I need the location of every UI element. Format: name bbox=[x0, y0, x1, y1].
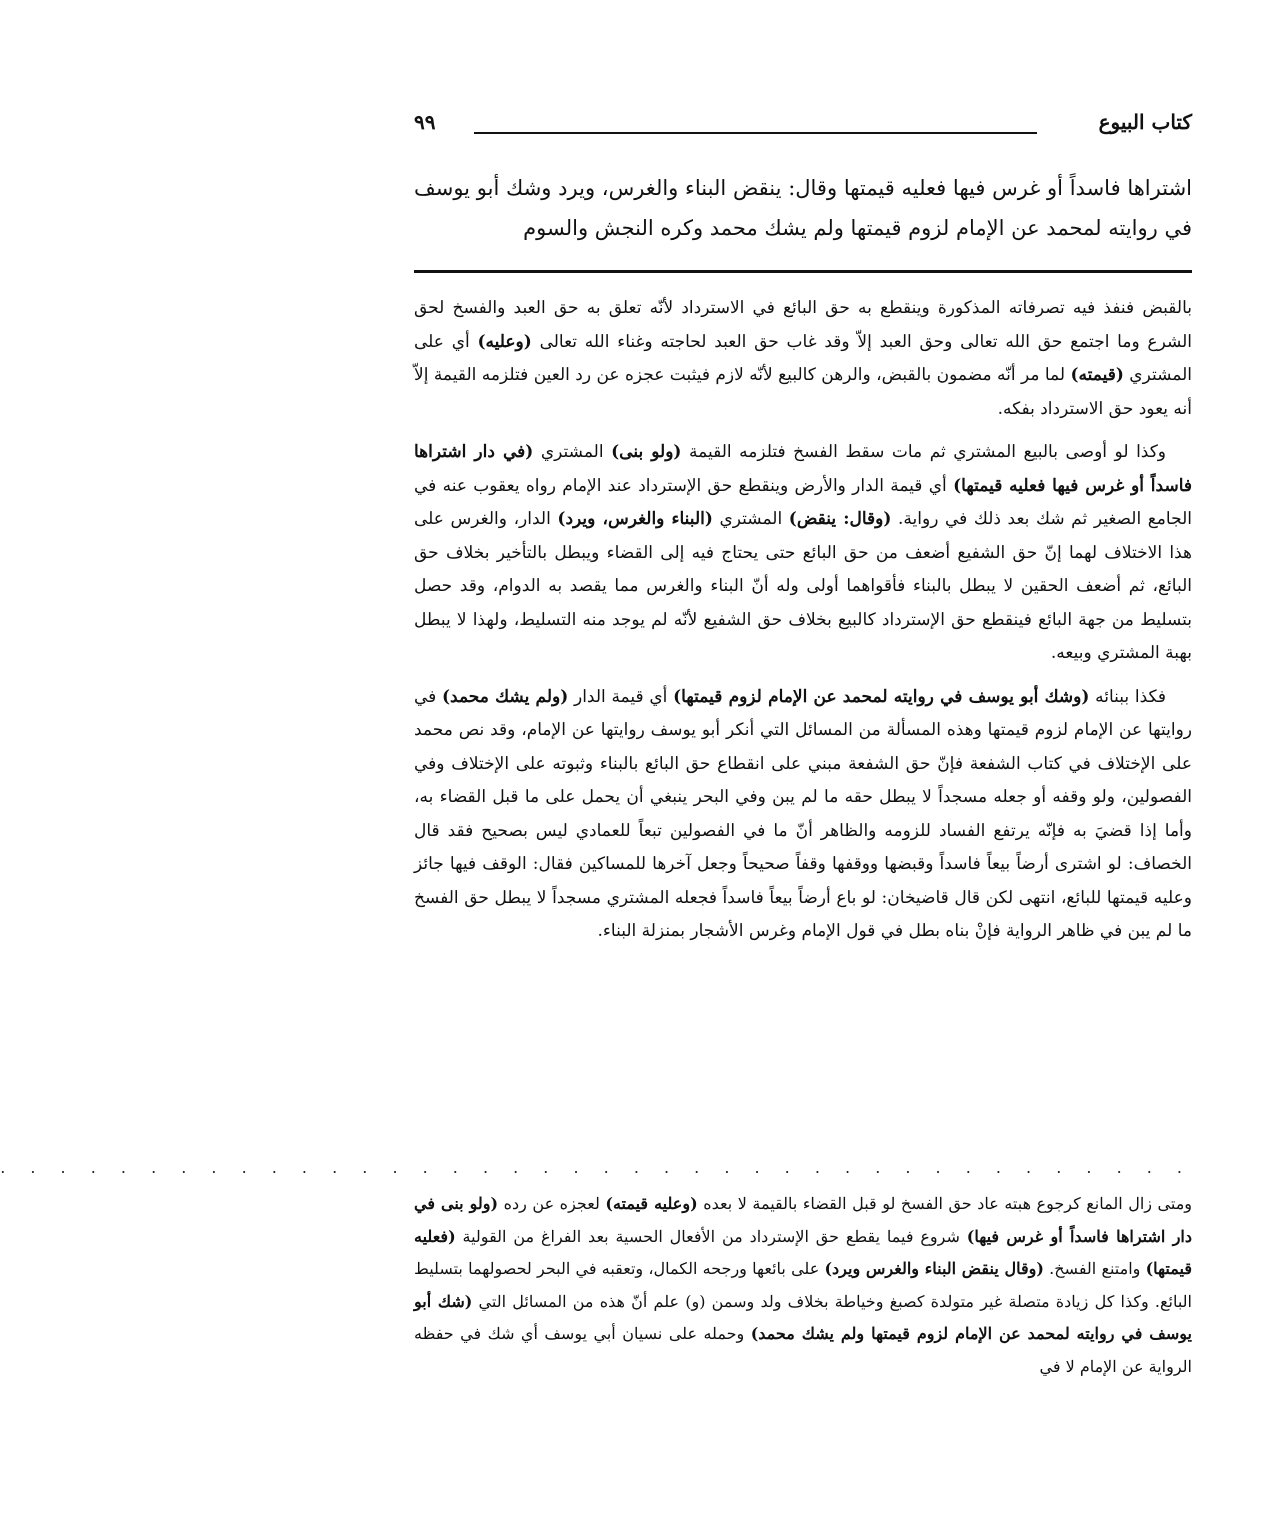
running-header bbox=[414, 110, 1192, 146]
commentary-paragraph: بالقبض فنفذ فيه تصرفاته المذكورة وينقطع به حق البائع في الاسترداد لأنّه تعلق به حق العبد والفسخ لحق الشرع وما اجتمع حق الله تعالى وحق العبد إلاّ وقد غاب حق العبد لحاجته وغناء الله تعالى (وعليه) أي على المشتري (قيمته) لما مر أنّه مضمون بالقبض، والرهن كالبيع لأنّه لازم فيثبت عجزه عن رد العين فتلزمه القيمة إلاّ أنه يعود حق الاسترداد بفكه. bbox=[414, 298, 1193, 419]
commentary-paragraph: وكذا لو أوصى بالبيع المشتري ثم مات سقط الفسخ فتلزمه القيمة (ولو بنى) المشتري (في دار اشتراها فاسداً أو غرس فيها فعليه قيمتها) أي قيمة الدار والأرض وينقطع حق الإسترداد عند الإمام رواه يعقوب عنه في الجامع الصغير ثم شك بعد ذلك في رواية. (وقال: ينقض) المشتري (البناء والغرس، ويرد) الدار، والغرس على هذا الاختلاف لهما إنّ حق الشفيع أضعف من حق البائع حتى يحتاج فيه إلى القضاء ويبطل بالتأخير بخلاف حق البائع، ثم أضعف الحقين لا يبطل بالبناء فأقواهما أولى وله أنّ البناء والغرس مما يقصد به الدوام، وقد حصل بتسليط من جهة البائع فينقطع حق الإسترداد كالبيع بخلاف حق الشفيع لأنّه لم يوجد منه التسليط، ولهذا لا يبطل بهبة المشتري وبيعه. bbox=[414, 442, 1192, 663]
main-text-divider bbox=[414, 270, 1192, 273]
commentary-paragraph: فكذا ببنائه (وشك أبو يوسف في روايته لمحمد عن الإمام لزوم قيمتها) أي قيمة الدار (ولم يشك محمد) في روايتها عن الإمام لزوم قيمتها وهذه المسألة من المسائل التي أنكر أبو يوسف روايتها عن الإمام، وقد نص محمد على الإختلاف في كتاب الشفعة فإنّ حق الشفعة مبني على انقطاع حق البائع بالبناء وثبوته على الإختلاف وفي الفصولين، ولو وقفه أو جعله مسجداً لا يبطل حقه ما لم يبن وفي البحر ينبغي أن يحمل على ما قبل القضاء به، وأما إذا قضيَ به فإنّه يرتفع الفساد للزومه والظاهر أنّ ما في الفصولين تبعاً للعمادي ليس بصحيح فقد قال الخصاف: لو اشترى أرضاً بيعاً فاسداً وقبضها ووقفها وقفاً صحيحاً وجعل آخرها للمساكين فقال: الوقف فيها جائز وعليه قيمتها للبائع، انتهى لكن قال قاضيخان: لو باع أرضاً بيعاً فاسداً فجعله المشتري مسجداً لا يبطل حق الفسخ ما لم يبن في ظاهر الرواية فإنْ بناه بطل في قول الإمام وغرس الأشجار بمنزلة البناء. bbox=[414, 686, 1192, 941]
chapter-title: كتاب البيوع bbox=[1098, 110, 1192, 134]
marginal-gloss bbox=[414, 1188, 1192, 1383]
header-rule bbox=[474, 132, 1037, 134]
page-number: ٩٩ bbox=[414, 110, 436, 134]
commentary bbox=[414, 292, 1192, 959]
gloss-paragraph: ومتى زال المانع كرجوع هبته عاد حق الفسخ لو قبل القضاء بالقيمة لا بعده (وعليه قيمته) لعجزه عن رده (ولو بنى في دار اشتراها فاسداً أو غرس فيها) شروع فيما يقطع حق الإسترداد من الأفعال الحسية بعد الفراغ من القولية (فعليه قيمتها) وامتنع الفسخ. (وقال ينقض البناء والغرس ويرد) على بائعها ورجحه الكمال، وتعقبه في البحر لحصولهما بتسليط البائع. وكذا كل زيادة متصلة غير متولدة كصبغ وخياطة بخلاف ولد وسمن (و) علم أنّ هذه من المسائل التي (شك أبو يوسف في روايته لمحمد عن الإمام لزوم قيمتها ولم يشك محمد) وحمله على نسيان أبي يوسف أي شك في حفظه الرواية عن الإمام لا في bbox=[414, 1194, 1193, 1376]
main-text: اشتراها فاسداً أو غرس فيها فعليه قيمتها وقال: ينقض البناء والغرس، ويرد وشك أبو يوسف في روايته لمحمد عن الإمام لزوم قيمتها ولم يشك محمد وكره النجش والسوم bbox=[414, 176, 1192, 240]
footnote-divider: . . . . . . . . . . . . . . . . . . . . . . . . . . . . . . . . . . . . . . . . bbox=[0, 1158, 1192, 1177]
